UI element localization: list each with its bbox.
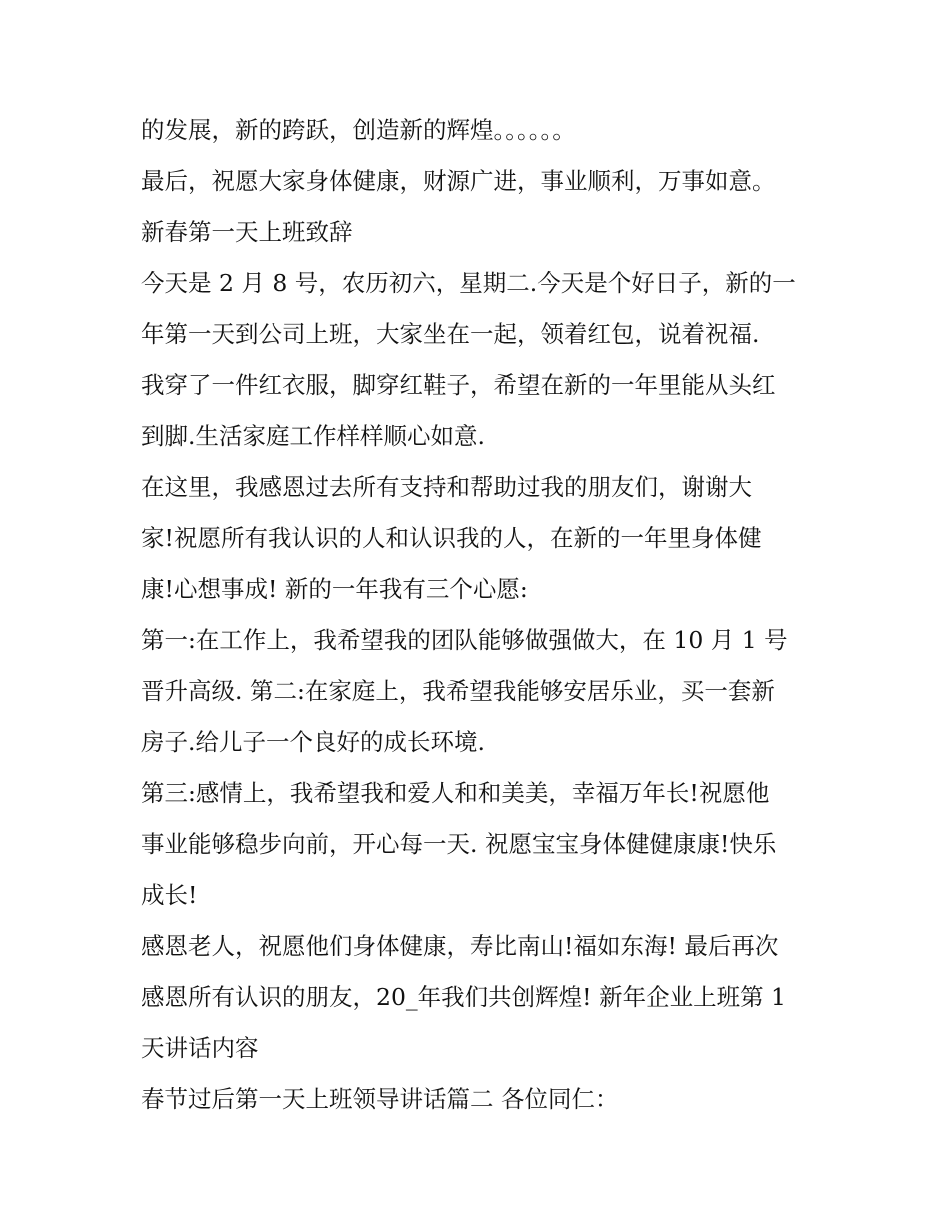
text-line: 感恩所有认识的朋友，20_年我们共创辉煌! 新年企业上班第 1 (141, 983, 786, 1011)
text-line: 感恩老人，祝愿他们身体健康，寿比南山!福如东海! 最后再次 (141, 932, 779, 960)
text-line: 第一:在工作上，我希望我的团队能够做强做大，在 10 月 1 号 (141, 626, 788, 654)
text-line: 春节过后第一天上班领导讲话篇二 各位同仁： (141, 1085, 619, 1113)
text-line: 我穿了一件红衣服，脚穿红鞋子，希望在新的一年里能从头红 (141, 371, 776, 399)
text-line: 最后，祝愿大家身体健康，财源广进，事业顺利，万事如意。 (141, 167, 776, 195)
text-line: 成长! (141, 881, 198, 909)
text-line: 天讲话内容 (141, 1034, 259, 1062)
text-line: 家!祝愿所有我认识的人和认识我的人，在新的一年里身体健 (141, 524, 762, 552)
text-line: 房子.给儿子一个良好的成长环境. (141, 728, 485, 756)
text-line: 第三:感情上，我希望我和爱人和和美美，幸福万年长!祝愿他 (141, 779, 770, 807)
text-line: 到脚.生活家庭工作样样顺心如意. (141, 422, 485, 450)
text-line: 康!心想事成! 新的一年我有三个心愿: (141, 575, 528, 603)
text-line: 事业能够稳步向前，开心每一天. 祝愿宝宝身体健健康康!快乐 (141, 830, 777, 858)
text-line: 晋升高级. 第二:在家庭上，我希望我能够安居乐业，买一套新 (141, 677, 775, 705)
text-line: 今天是 2 月 8 号，农历初六，星期二.今天是个好日子，新的一 (141, 269, 796, 297)
document-body (141, 105, 821, 1125)
text-line: 的发展，新的跨跃，创造新的辉煌。。。。。。 (141, 116, 576, 144)
section-heading: 新春第一天上班致辞 (141, 218, 353, 246)
text-line: 年第一天到公司上班，大家坐在一起，领着红包，说着祝福. (141, 320, 760, 348)
text-line: 在这里，我感恩过去所有支持和帮助过我的朋友们，谢谢大 (141, 473, 752, 501)
